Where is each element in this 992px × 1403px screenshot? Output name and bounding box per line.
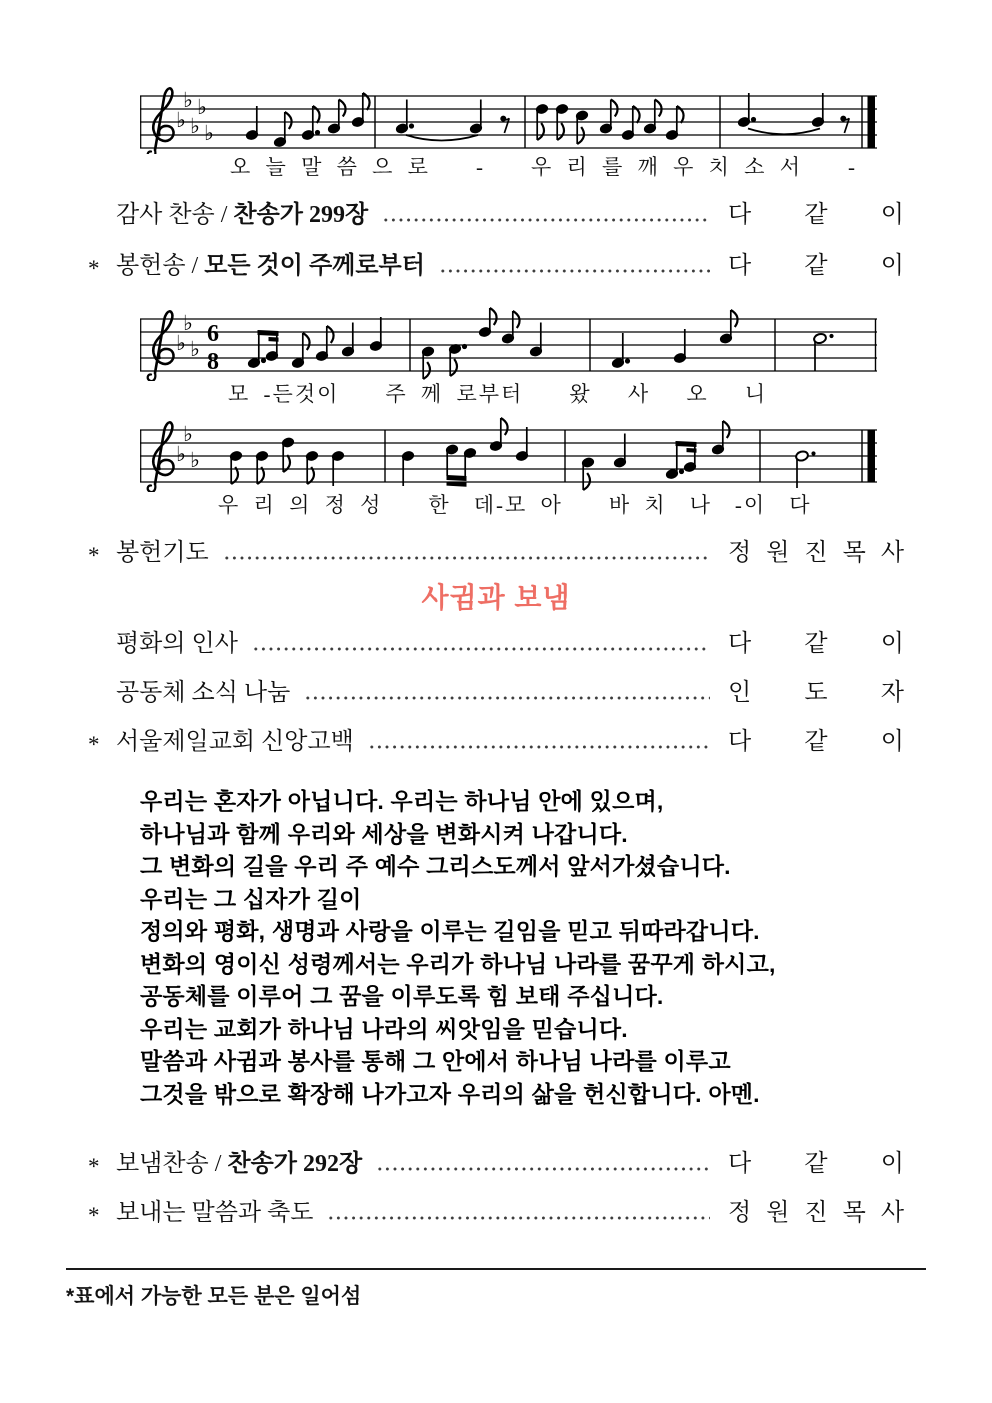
creed-line: 우리는 그 십자가 길이	[140, 885, 362, 912]
service-response: 다 같 이	[728, 1151, 904, 1177]
music-system-2	[140, 305, 877, 408]
creed-line: 우리는 혼자가 아닙니다. 우리는 하나님 안에 있으며,	[140, 788, 664, 814]
dotted-leader	[439, 264, 710, 278]
service-line-benediction	[0, 1197, 992, 1230]
service-line-offering-song	[0, 250, 992, 283]
flat-sign: ♭	[176, 442, 186, 466]
creed-line: 하나님과 함께 우리와 세상을 변화시켜 나갑니다.	[140, 820, 628, 847]
flat-sign: ♭	[183, 311, 193, 335]
tie	[406, 135, 478, 141]
service-line-confession-of-faith	[0, 726, 992, 759]
staff-lines	[140, 430, 877, 482]
beam	[447, 482, 466, 486]
service-response: 다 같 이	[728, 631, 904, 657]
beam	[676, 442, 696, 447]
music-system-3	[140, 416, 877, 519]
final-barline	[868, 430, 876, 482]
footer-divider-line	[66, 1268, 926, 1270]
measure-1-notes	[247, 317, 382, 369]
service-label: 봉헌기도	[116, 540, 209, 566]
music-staff-3	[140, 416, 877, 492]
service-line-peace-greeting	[0, 628, 992, 661]
asterisk-marker: *	[88, 543, 100, 568]
asterisk-marker: *	[88, 732, 100, 757]
measure-1-notes	[245, 93, 369, 148]
music-staff-1	[140, 82, 877, 154]
creed-text-block	[140, 785, 922, 1110]
beam	[258, 331, 278, 336]
dotted-leader	[252, 642, 710, 656]
creed-line: 정의와 평화, 생명과 사랑을 이루는 길임을 믿고 뒤따라갑니다.	[140, 918, 760, 944]
service-label: 평화의 인사	[116, 631, 238, 657]
svg-text:6: 6	[207, 321, 219, 347]
flat-sign: ♭	[190, 114, 200, 138]
beam	[447, 476, 466, 481]
eighth-rest-icon	[841, 116, 849, 133]
dotted-leader	[376, 1162, 710, 1176]
music-staff-2	[140, 305, 877, 381]
asterisk-marker: *	[88, 1203, 100, 1228]
service-response: 다 같 이	[728, 202, 904, 228]
measure-2-notes	[395, 100, 509, 141]
service-response: 다 같 이	[728, 729, 904, 755]
section-heading-fellowship-sending: 사귐과 보냄	[421, 582, 571, 613]
flat-sign: ♭	[197, 95, 207, 119]
measure-4-notes	[813, 333, 834, 371]
creed-line: 말씀과 사귐과 봉사를 통해 그 안에서 하나님 나라를 이루고	[140, 1048, 731, 1074]
service-label: 봉헌송 / 모든 것이 주께로부터	[116, 253, 425, 279]
service-line-sending-hymn	[0, 1148, 992, 1181]
staff-1-lyrics: 오 늘 말 씀 으 로 - 우 리 를 깨 우 치 소 서 -	[230, 155, 857, 179]
service-response: 다 같 이	[728, 253, 904, 279]
beam	[687, 449, 696, 453]
service-label: 공동체 소식 나눔	[116, 680, 291, 706]
flat-sign: ♭	[183, 422, 193, 446]
time-signature	[207, 321, 219, 375]
music-system-1	[140, 82, 877, 181]
final-barline	[868, 96, 876, 148]
service-label: 감사 찬송 / 찬송가 299장	[116, 202, 369, 228]
creed-line: 공동체를 이루어 그 꿈을 이루도록 힘 보태 주십니다.	[140, 983, 664, 1009]
svg-text:8: 8	[207, 349, 219, 375]
measure-1-notes	[229, 437, 344, 486]
flat-sign: ♭	[183, 88, 193, 112]
dotted-leader	[304, 691, 710, 705]
measure-2-notes	[401, 418, 528, 486]
service-response: 인 도 자	[728, 680, 904, 706]
creed-line: 그것을 밖으로 확장해 나가고자 우리의 삶을 헌신합니다. 아멘.	[140, 1080, 760, 1107]
service-response: 정 원 진 목 사	[728, 540, 904, 566]
eighth-rest-icon	[501, 116, 509, 133]
creed-line: 그 변화의 길을 우리 주 예수 그리스도께서 앞서가셨습니다.	[140, 853, 731, 879]
service-response: 정 원 진 목 사	[728, 1200, 904, 1226]
asterisk-marker: *	[88, 256, 100, 281]
dotted-leader	[223, 551, 710, 565]
footnote-standing-note: *표에서 가능한 모든 분은 일어섬	[66, 1285, 362, 1308]
flat-sign: ♭	[204, 121, 214, 145]
staff-3-lyrics: 우 리 의 정 성 한 데-모 아 바 치 나 -이 다	[218, 493, 812, 517]
flat-sign: ♭	[190, 337, 200, 361]
service-label: 보냄찬송 / 찬송가 292장	[116, 1151, 363, 1177]
service-line-thanks-hymn	[0, 199, 992, 232]
service-label: 보내는 말씀과 축도	[116, 1200, 314, 1226]
dotted-leader	[382, 213, 710, 227]
dotted-leader	[368, 740, 710, 754]
staff-2-lyrics: 모 -든것이 주 께 로부터 왔 사 오 니	[228, 382, 768, 406]
flat-sign: ♭	[176, 108, 186, 132]
flat-sign: ♭	[176, 331, 186, 355]
service-label: 서울제일교회 신앙고백	[116, 729, 354, 755]
measure-4-notes	[737, 93, 849, 134]
creed-line: 우리는 교회가 하나님 나라의 씨앗임을 믿습니다.	[140, 1015, 628, 1042]
asterisk-marker: *	[88, 1154, 100, 1179]
beam	[269, 338, 278, 342]
dotted-leader	[327, 1211, 710, 1225]
flat-sign: ♭	[190, 448, 200, 472]
treble-clef-icon	[148, 88, 174, 154]
creed-line: 변화의 영이신 성령께서는 우리가 하나님 나라를 꿈꾸게 하시고,	[140, 950, 776, 977]
service-line-community-news	[0, 677, 992, 710]
service-line-offering-prayer	[0, 537, 992, 570]
tie	[748, 129, 820, 135]
